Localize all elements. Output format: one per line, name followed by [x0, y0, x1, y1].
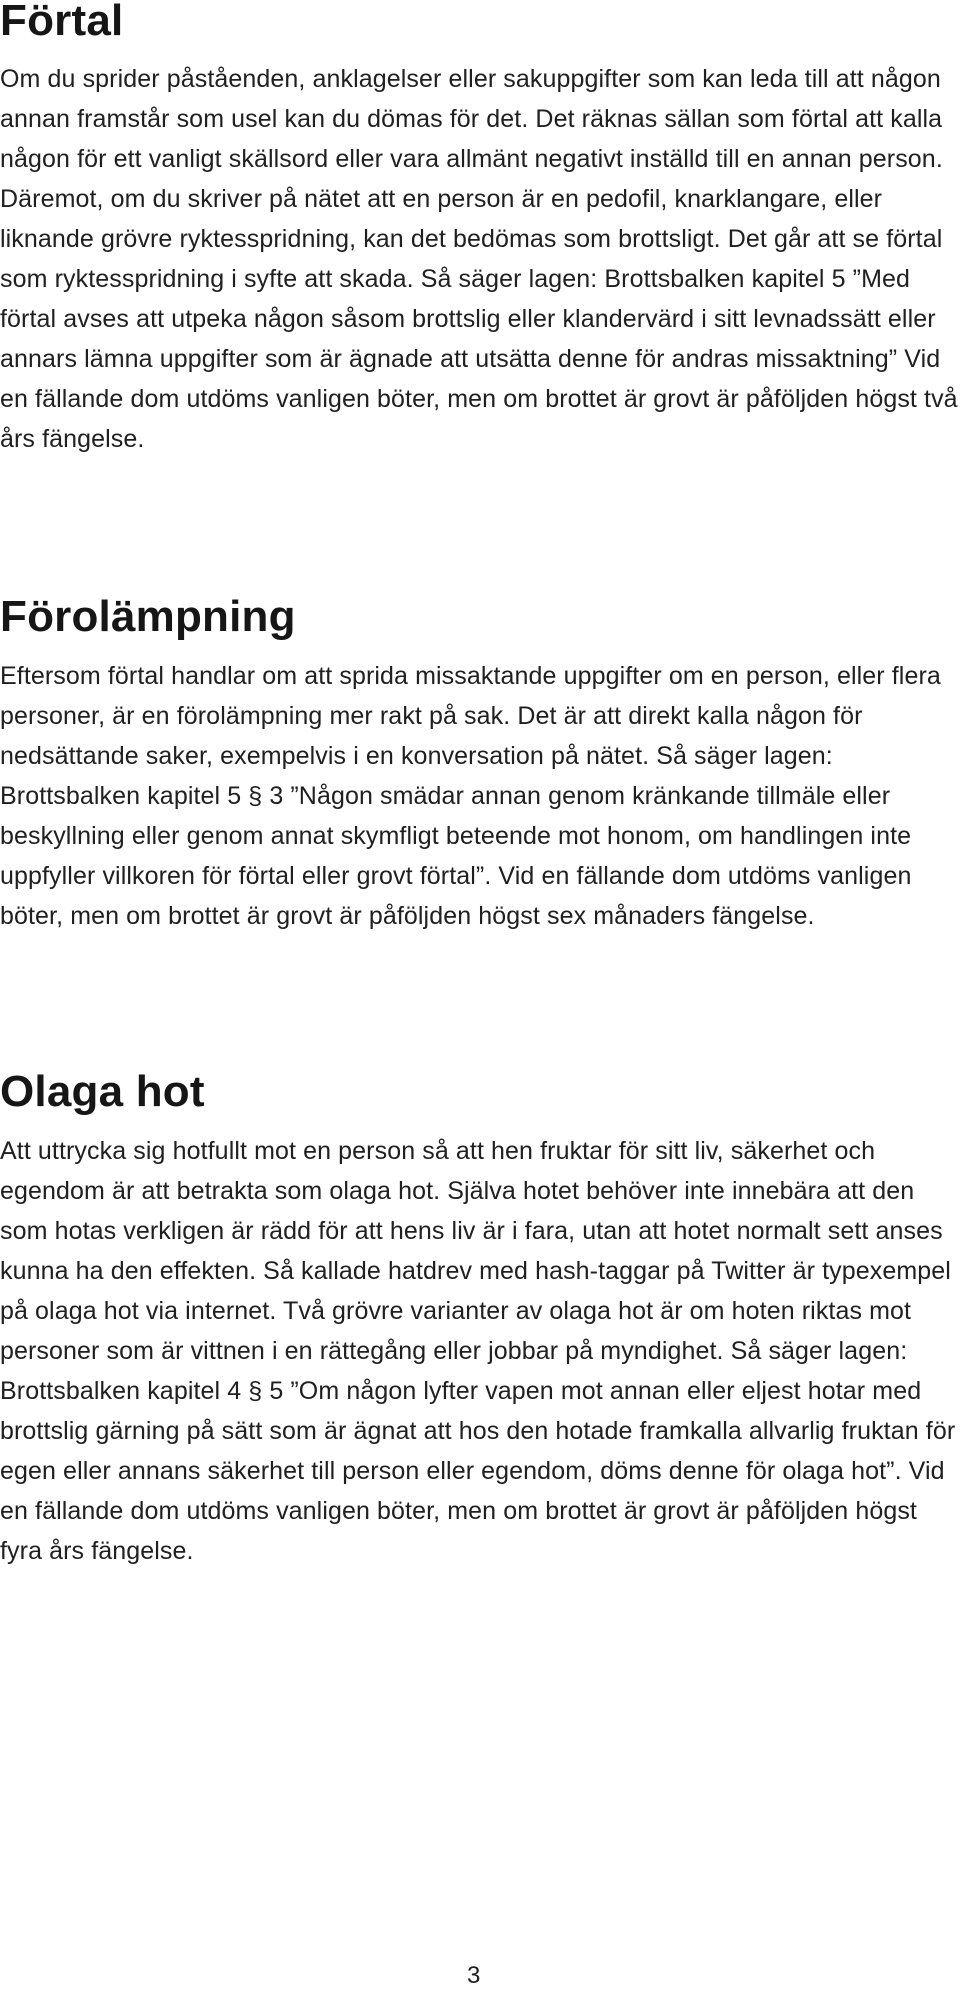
- section-text-forolampning: Eftersom förtal handlar om att sprida missaktande uppgifter om en person, eller flera personer, är en förolämpning mer rakt på sak. Det är att direkt kalla någon för nedsättande saker, exempelvis i en konversation på nätet. Så säger lagen: Brottsbalken kapitel 5 § 3 ”Någon smädar annan genom kränkande tillmäle eller beskyllning eller genom annat skymfligt beteende mot honom, om handlingen inte uppfyller villkoren för förtal eller grovt förtal”. Vid en fällande dom utdöms vanligen böter, men om brottet är grovt är påföljden högst sex månaders fängelse.: [0, 662, 941, 930]
- section-text-olaga-hot: Att uttrycka sig hotfullt mot en person så att hen fruktar för sitt liv, säkerhet och egendom är att betrakta som olaga hot. Själva hotet behöver inte innebära att den som hotas verkligen är rädd för att hens liv är i fara, utan att hotet normalt sett anses kunna ha den effekten. Så kallade hatdrev med hash-taggar på Twitter är typexempel på olaga hot via internet. Två grövre varianter av olaga hot är om hoten riktas mot personer som är vittnen i en rättegång eller jobbar på myndighet. Så säger lagen: Brottsbalken kapitel 4 § 5 ”Om någon lyfter vapen mot annan eller eljest hotar med brottslig gärning på sätt som är ägnat att hos den hotade framkalla allvarlig fruktan för egen eller annans säkerhet till person eller egendom, döms denne för olaga hot”. Vid en fällande dom utdöms vanligen böter, men om brottet är grovt är påföljden högst fyra års fängelse.: [0, 1137, 956, 1565]
- section-heading-forolampning: Förolämpning: [0, 592, 296, 641]
- section-forolampning: [0, 592, 960, 936]
- page-number: 3: [467, 1962, 481, 1989]
- section-olaga-hot: [0, 1067, 960, 1571]
- section-fortal: [0, 0, 960, 459]
- section-heading-olaga-hot: Olaga hot: [0, 1067, 205, 1116]
- section-heading-fortal: Förtal: [0, 0, 124, 45]
- section-text-fortal: Om du sprider påståenden, anklagelser eller sakuppgifter som kan leda till att någon annan framstår som usel kan du dömas för det. Det räknas sällan som förtal att kalla någon för ett vanligt skällsord eller vara allmänt negativt inställd till en annan person. Däremot, om du skriver på nätet att en person är en pedofil, knarklangare, eller liknande grövre ryktesspridning, kan det bedömas som brottsligt. Det går att se förtal som ryktesspridning i syfte att skada. Så säger lagen: Brottsbalken kapitel 5 ”Med förtal avses att utpeka någon såsom brottslig eller klandervärd i sitt levnadssätt eller annars lämna uppgifter som är ägnade att utsätta denne för andras missaktning” Vid en fällande dom utdöms vanligen böter, men om brottet är grovt är påföljden högst två års fängelse.: [0, 65, 958, 453]
